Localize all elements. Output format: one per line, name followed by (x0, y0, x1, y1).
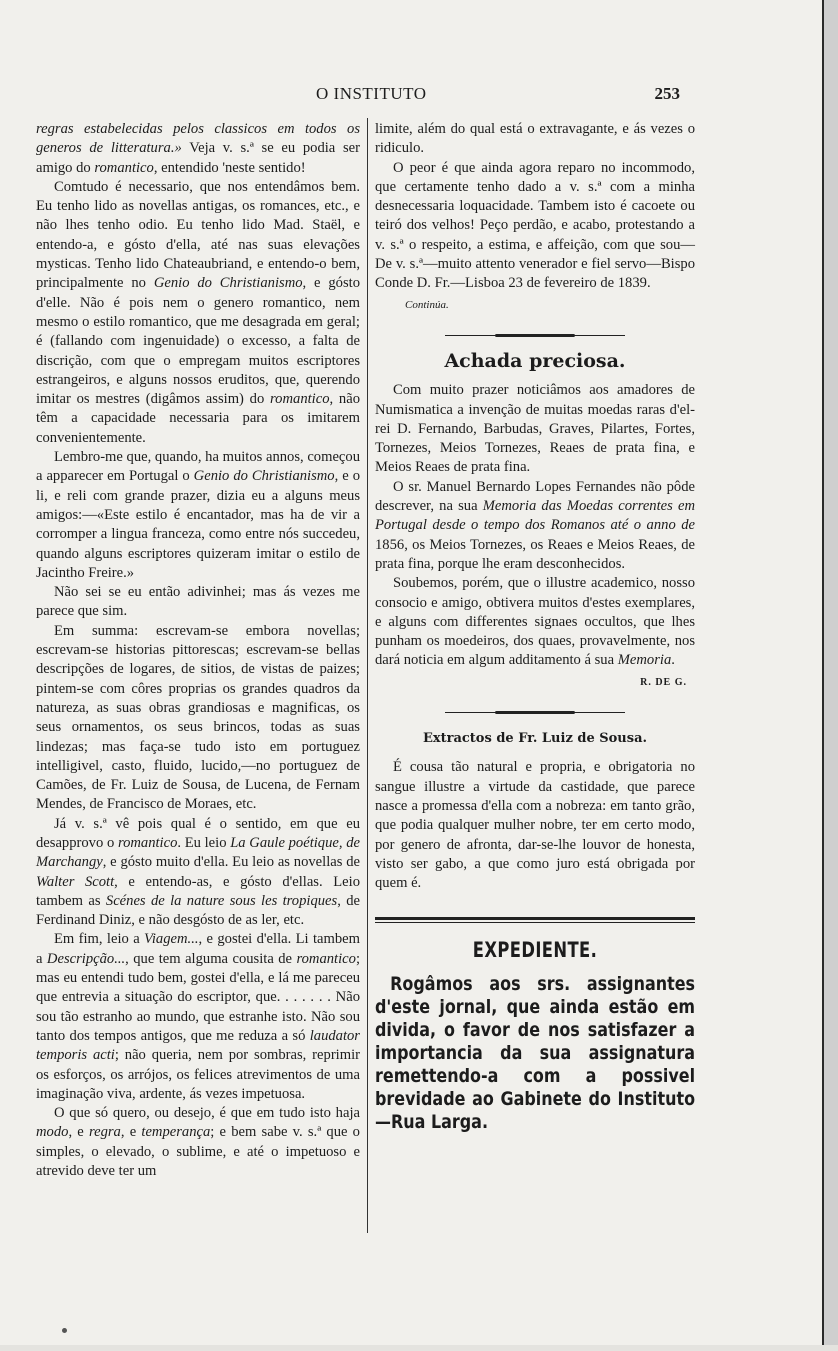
running-header (36, 84, 680, 108)
journal-title: O INSTITUTO (316, 84, 427, 103)
paragraph: É cousa tão natural e propria, e obrigatoria no sangue illustre a virtude da castidade, que parece nasce a promessa d'ella com a nobreza: em tanto grão, que podia qualquer mulher nobre, ter em certo modo, por genero de afronta, dar-se-lhe louvor de honesta, visto ser gabo, a que como juro está obrigada por quem é. (375, 759, 695, 892)
section-heading-achada: Achada preciosa. (444, 349, 626, 372)
expediente-heading: EXPEDIENTE. (472, 938, 598, 963)
paragraph: Com muito prazer noticiâmos aos amadores de Numismatica a invenção de muitas moedas raras d'el-rei D. Fernando, Barbudas, Graves, Pilartes, Fortes, Tornezes, Meios Tornezes, Reaes de prata fina, e Meios Reaes de prata fina. (375, 382, 695, 476)
right-column (375, 120, 695, 1134)
paragraph: Não sei se eu então adivinhei; mas ás vezes me parece que sim. (36, 584, 360, 620)
page-edge (822, 0, 838, 1351)
paragraph: Já v. s.ª vê pois qual é o sentido, em que eu desapprovo o romantico. Eu leio La Gaule poétique, de Marchangy, e gósto muito d'ella. Eu leio as novellas de Walter Scott, e entendo-as, e gósto d'ellas. Leio tambem as Scénes de la nature sous les tropiques, de Ferdinand Diniz, e não desgósto de as ler, etc. (36, 815, 360, 929)
column-divider (367, 118, 368, 1233)
section-separator (445, 712, 625, 713)
page-number: 253 (654, 84, 680, 103)
paragraph: Em fim, leio a Viagem..., e gostei d'ella. Li tambem a Descripção..., que tem alguma cousita de romantico; mas eu entendi tudo bem, gostei d'ella, e lá me pareceu que entrevia a situação do escriptor, que. . . . . . . Não sou tão estranho ao mundo, que estranhe isto. Não sou tanto dos tempos antigos, que me reduza a só laudator temporis acti; não queria, nem por sombras, reprimir os esforços, os arrójos, os felices atrevimentos de uma imaginação viva, ardente, ás vezes impetuosa. (36, 931, 360, 1102)
left-column (36, 120, 360, 1181)
section-heading-extractos: Extractos de Fr. Luiz de Sousa. (422, 731, 648, 747)
paragraph: O que só quero, ou desejo, é que em tudo isto haja modo, e regra, e temperança; e bem sabe v. s.ª que o simples, o elevado, o sublime, e até o impetuoso e atrevido deve ter um (36, 1105, 360, 1180)
section-body-extractos (375, 758, 695, 893)
paragraph: limite, além do qual está o extravagante, e ás vezes o ridiculo. (375, 121, 695, 157)
paragraph: Lembro-me que, quando, ha muitos annos, começou a apparecer em Portugal o Genio do Christianismo, e o li, e reli com grande prazer, dizia eu a alguns meus amigos:—«Este estilo é encantador, mas ha de vir a corromper a lingua franceza, como entre nós succedeu, quando alguns escriptores quizeram imitar o estilo de Jacintho Freire.» (36, 449, 360, 581)
letter-ending (375, 120, 695, 294)
section-body-achada (375, 381, 695, 670)
author-signature: R. DE G. (640, 676, 687, 688)
section-separator (445, 335, 625, 336)
paragraph: O peor é que ainda agora reparo no incommodo, que certamente tenho dado a v. s.ª com a minha desnecessaria loquacidade. Tambem isto é cacoete ou teiró dos velhos! Peço perdão, e acabo, protestando a v. s.ª o respeito, a estima, e affeição, com que sou—De v. s.ª—muito attento venerador e fiel servo—Bispo Conde D. Fr.—Lisboa 23 de fevereiro de 1839. (375, 159, 695, 292)
paragraph: regras estabelecidas pelos classicos em todos os generos de litteratura.» Veja v. s.ª se eu podia ser amigo do romantico, entendido 'neste sentido! (36, 121, 360, 176)
expediente-text: Rogâmos aos srs. assignantes d'este jornal, que ainda estão em divida, o favor de nos satisfazer a importancia da sua assignatura remettendo-a com a possivel brevidade ao Gabinete do Instituto—Rua Larga. (375, 972, 696, 1133)
paragraph: O sr. Manuel Bernardo Lopes Fernandes não pôde descrever, na sua Memoria das Moedas correntes em Portugal desde o tempo dos Romanos até o anno de 1856, os Meios Tornezes, os Reaes e Meios Reaes, de prata fina, porque lhe eram desconhecidos. (375, 478, 696, 572)
double-rule (375, 917, 695, 923)
ink-speck (62, 1328, 67, 1333)
expediente-notice (375, 973, 695, 1134)
paragraph: Em summa: escrevam-se embora novellas; escrevam-se historias pittorescas; escrevam-se bellas descripções de logares, de sitios, de vistas de paizes; pintem-se com côres proprias os grandes quadros da natureza, as suas obras grandiosas e magnificas, os seus ornamentos, os seus brincos, todas as suas lindezas; mas faça-se tudo isto em portuguez intelligivel, casto, fluido, lucido,—no portuguez de Camões, de Fr. Luiz de Sousa, de Lucena, de Fernam Mendes, de Francisco de Moraes, etc. (36, 622, 360, 813)
paragraph: Comtudo é necessario, que nos entendâmos bem. Eu tenho lido as novellas antigas, os romances, etc., e não lhes tenho odio. Eu tenho lido Mad. Staël, e entendo-a, e gósto d'ella, até nas suas elevações mysticas. Tenho lido Chateaubriand, e entendo-o bem, principalmente no Genio do Christianismo, e gósto d'elle. Não é pois nem o genero romantico, nem mesmo o estilo romantico, que me desagrada em geral; é (fallando com ingenuidade) o excesso, a falta de discrição, com que o empregam muitos escriptores estrangeiros, e alguns nossos eruditos, que, querendo imitar os mestres (digâmos assim) do romantico, não têm a capacidade necessaria para os imitarem convenientemente. (36, 178, 360, 446)
paragraph: Soubemos, porém, que o illustre academico, nosso consocio e amigo, obtivera muitos d'estes exemplares, e alguns com differentes signaes occultos, que lhes punham os moedeiros, dos quaes, provavelmente, nos dará noticia em algum additamento á sua Memoria. (375, 575, 695, 669)
continua-note: Continúa. (405, 298, 449, 311)
page-bottom-edge (0, 1345, 838, 1351)
